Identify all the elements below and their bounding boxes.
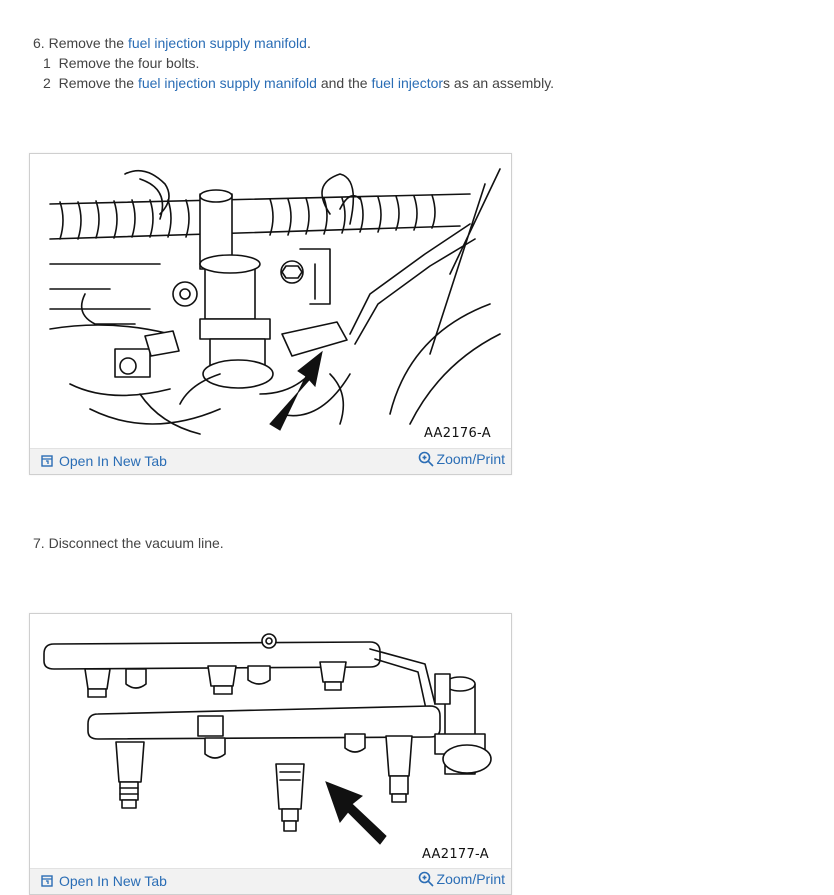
zoom-in-icon [418,451,434,467]
open-in-new-tab-label: Open In New Tab [59,453,167,469]
step-text: Disconnect the vacuum line. [48,535,224,551]
step-6 [33,34,311,52]
figure-id-label: AA2177-A [422,847,489,862]
figure-illustration[interactable] [30,614,511,868]
figure-toolbar [30,868,511,894]
step-text: Remove the [48,35,125,51]
substep-text: s as an assembly. [443,75,555,91]
step-7 [33,534,224,552]
engine-illustration-1 [30,154,511,448]
open-in-new-tab-button[interactable] [41,453,167,469]
substep-text: Remove the four bolts. [58,55,200,71]
substep-text: Remove the [58,75,135,91]
open-in-new-tab-label: Open In New Tab [59,873,167,889]
zoom-print-label: Zoom/Print [436,871,505,887]
term-link-fuel-injection-supply-manifold[interactable]: fuel injection supply manifold [137,75,317,91]
substep-1 [43,54,199,72]
figure-aa2176-a [29,153,512,475]
open-in-new-tab-button[interactable] [41,873,167,889]
step-number: 7. [33,535,45,551]
open-in-new-tab-icon [41,455,53,467]
figure-aa2177-a [29,613,512,895]
term-link-fuel-injection-supply-manifold[interactable]: fuel injection supply manifold [127,35,307,51]
term-link-fuel-injector[interactable]: fuel injector [371,75,444,91]
substep-number: 2 [43,75,51,91]
zoom-print-button[interactable] [418,871,505,887]
fuel-rail-illustration [30,614,511,868]
open-in-new-tab-icon [41,875,53,887]
substep-text: and the [320,75,368,91]
zoom-print-button[interactable] [418,451,505,467]
substep-number: 1 [43,55,51,71]
step-number: 6. [33,35,45,51]
figure-id-label: AA2176-A [424,426,491,441]
zoom-print-label: Zoom/Print [436,451,505,467]
step-punctuation: . [306,35,311,51]
figure-toolbar [30,448,511,474]
substep-2 [43,74,554,92]
figure-illustration[interactable] [30,154,511,448]
zoom-in-icon [418,871,434,887]
